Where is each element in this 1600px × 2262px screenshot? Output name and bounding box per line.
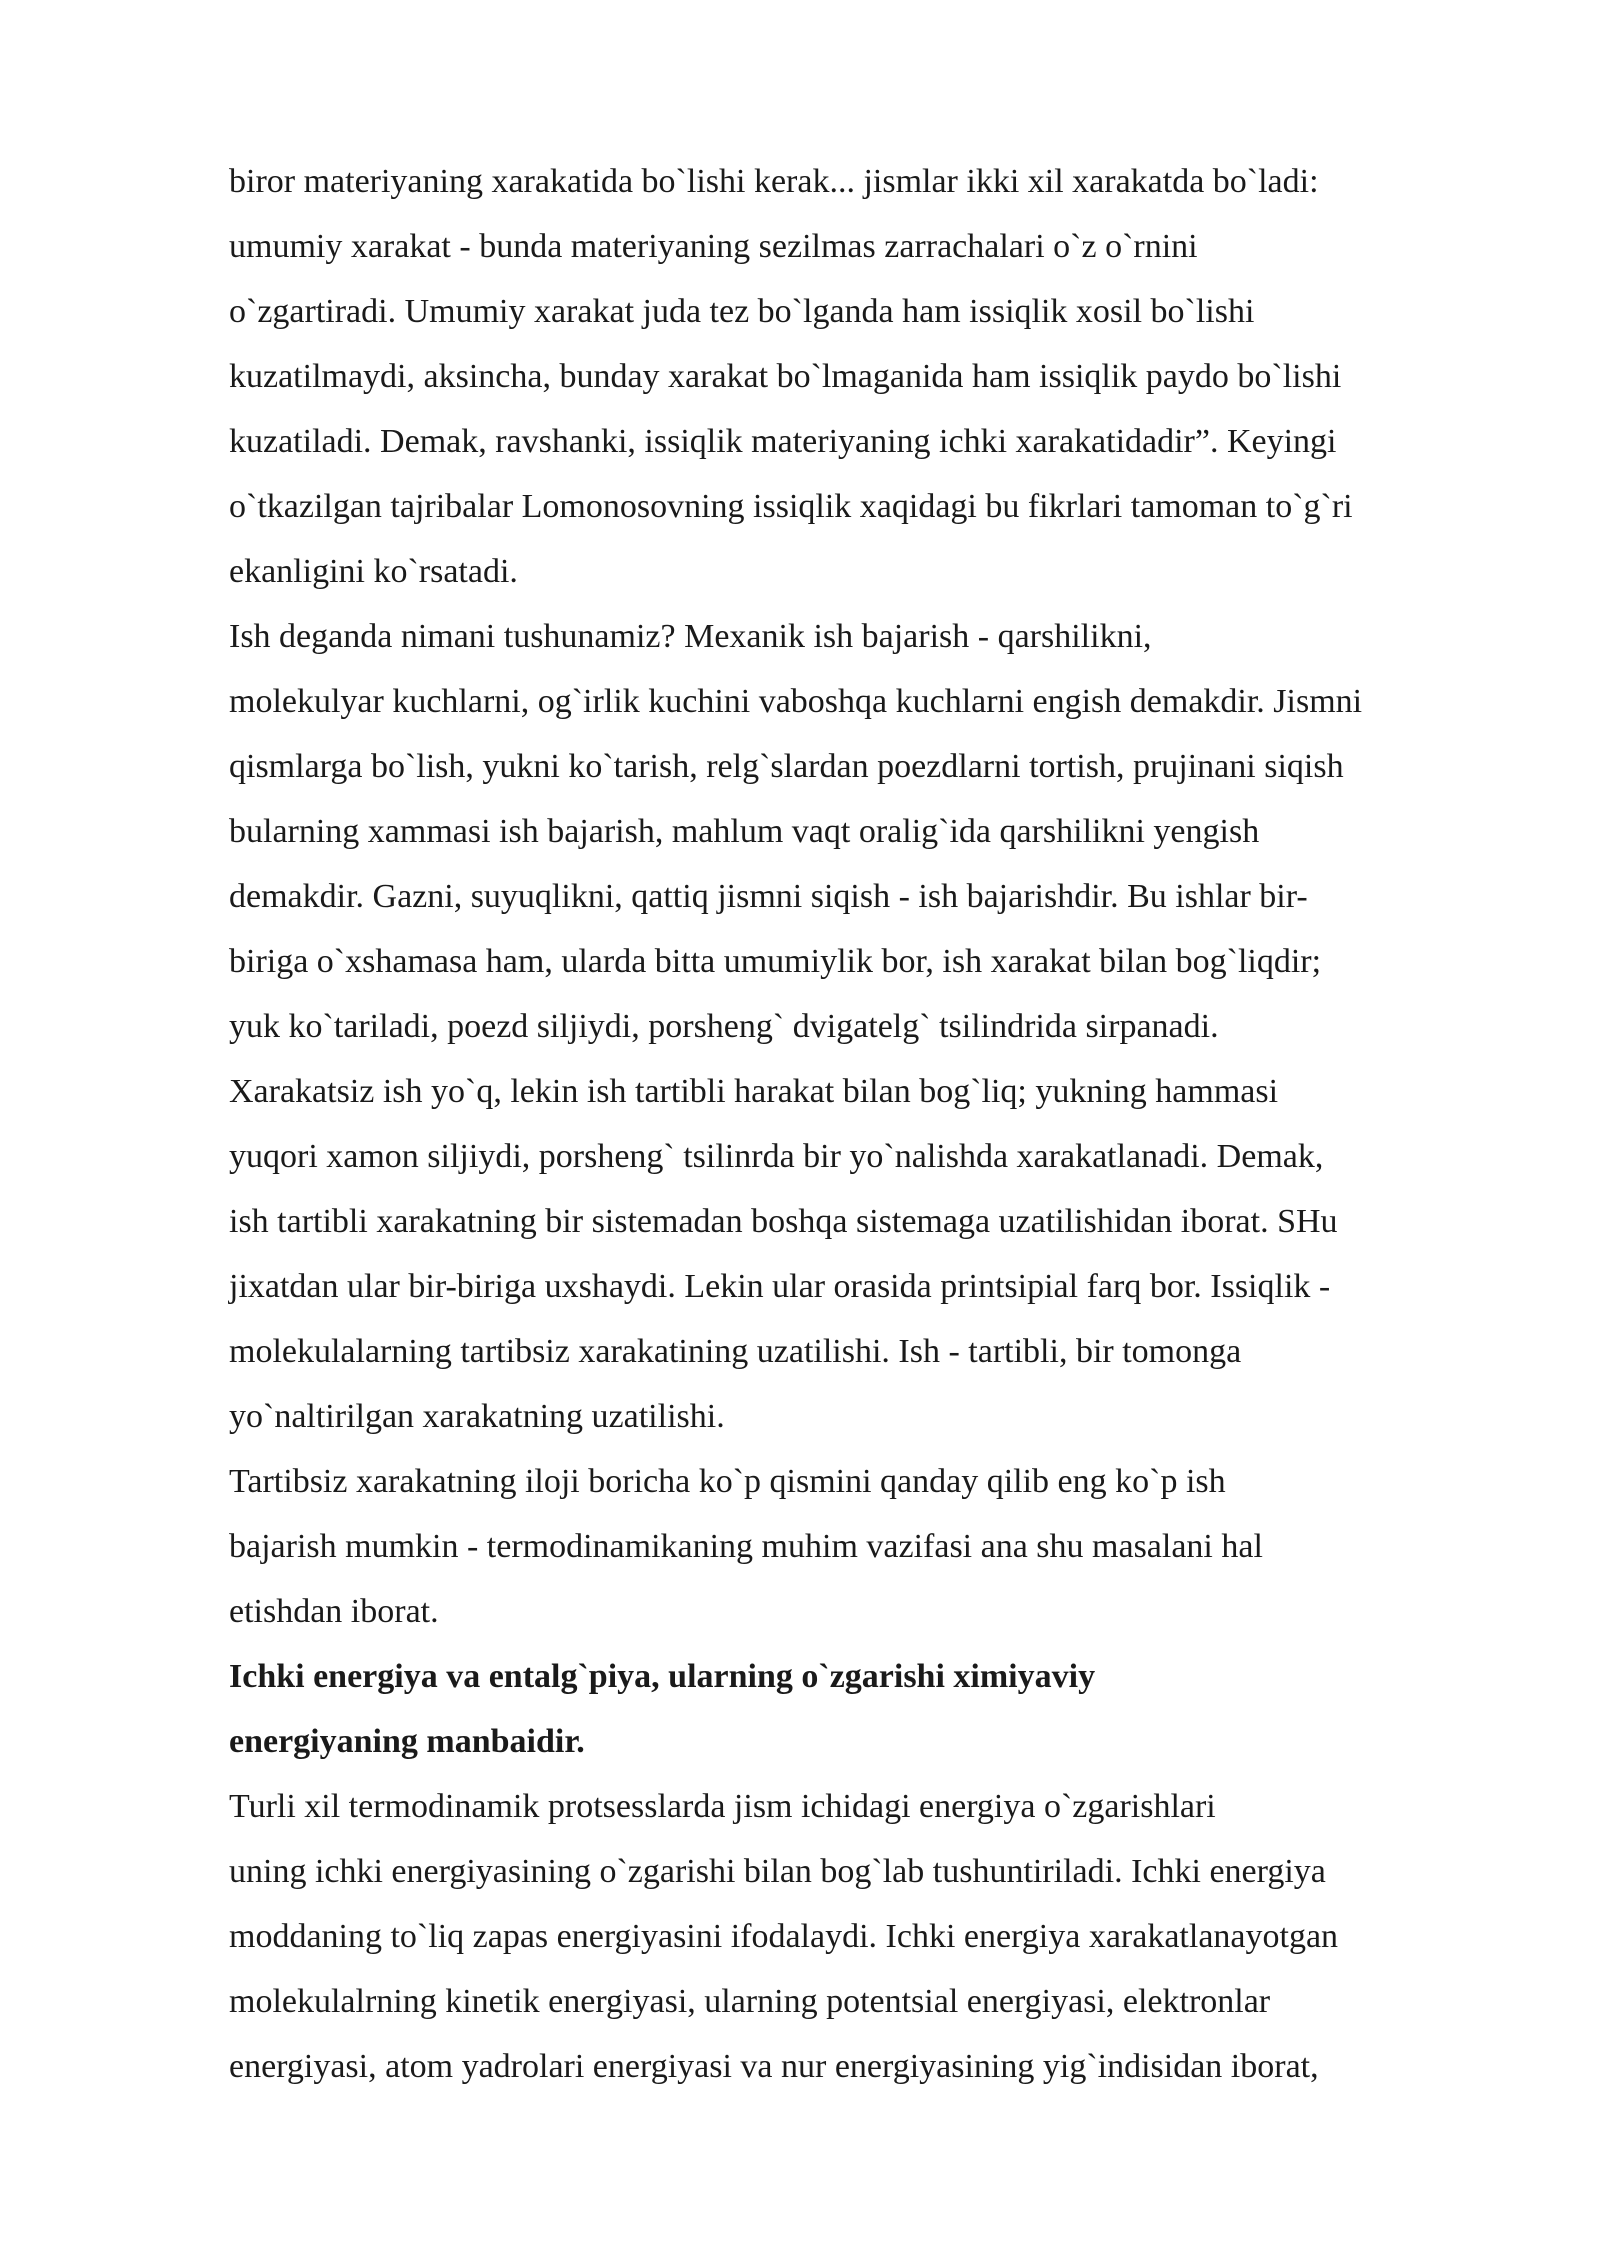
text-line: yuk ko`tariladi, poezd siljiydi, porsheng` dvigatelg` tsilindrida sirpanadi. bbox=[229, 1008, 1219, 1045]
text-line: yuqori xamon siljiydi, porsheng` tsilinrda bir yo`nalishda xarakatlanadi. Demak, bbox=[229, 1138, 1324, 1175]
text-line: bularning xammasi ish bajarish, mahlum vaqt oralig`ida qarshilikni yengish bbox=[229, 813, 1260, 850]
text-line: molekulalarning tartibsiz xarakatining uzatilishi. Ish - tartibli, bir tomonga bbox=[229, 1333, 1242, 1370]
section-heading-line: Ichki energiya va entalg`piya, ularning o`zgarishi ximiyaviy bbox=[229, 1658, 1096, 1695]
document-body bbox=[229, 149, 1529, 2099]
text-line: o`zgartiradi. Umumiy xarakat juda tez bo`lganda ham issiqlik xosil bo`lishi bbox=[229, 293, 1255, 330]
text-line: qismlarga bo`lish, yukni ko`tarish, relg`slardan poezdlarni tortish, prujinani siqish bbox=[229, 748, 1344, 785]
text-line: demakdir. Gazni, suyuqlikni, qattiq jismni siqish - ish bajarishdir. Bu ishlar bir- bbox=[229, 878, 1308, 915]
text-line: etishdan iborat. bbox=[229, 1593, 439, 1630]
text-line: biror materiyaning xarakatida bo`lishi kerak... jismlar ikki xil xarakatda bo`ladi: bbox=[229, 163, 1319, 200]
text-line: uning ichki energiyasining o`zgarishi bilan bog`lab tushuntiriladi. Ichki energiya bbox=[229, 1853, 1326, 1890]
text-line: umumiy xarakat - bunda materiyaning sezilmas zarrachalari o`z o`rnini bbox=[229, 228, 1198, 265]
text-line: energiyasi, atom yadrolari energiyasi va nur energiyasining yig`indisidan iborat, bbox=[229, 2048, 1319, 2085]
text-line: molekulalrning kinetik energiyasi, ularning potentsial energiyasi, elektronlar bbox=[229, 1983, 1271, 2020]
text-line: Ish deganda nimani tushunamiz? Mexanik ish bajarish - qarshilikni, bbox=[229, 618, 1152, 655]
text-line: moddaning to`liq zapas energiyasini ifodalaydi. Ichki energiya xarakatlanayotgan bbox=[229, 1918, 1339, 1955]
text-line: molekulyar kuchlarni, og`irlik kuchini vaboshqa kuchlarni engish demakdir. Jismni bbox=[229, 683, 1363, 720]
text-line: ekanligini ko`rsatadi. bbox=[229, 553, 518, 590]
text-line: o`tkazilgan tajribalar Lomonosovning issiqlik xaqidagi bu fikrlari tamoman to`g`ri bbox=[229, 488, 1353, 525]
text-line: biriga o`xshamasa ham, ularda bitta umumiylik bor, ish xarakat bilan bog`liqdir; bbox=[229, 943, 1322, 980]
section-heading-line: energiyaning manbaidir. bbox=[229, 1723, 585, 1760]
text-line: Tartibsiz xarakatning iloji boricha ko`p qismini qanday qilib eng ko`p ish bbox=[229, 1463, 1226, 1500]
text-line: jixatdan ular bir-biriga uxshaydi. Lekin ular orasida printsipial farq bor. Issiqlik - bbox=[229, 1268, 1331, 1305]
text-line: Turli xil termodinamik protsesslarda jism ichidagi energiya o`zgarishlari bbox=[229, 1788, 1216, 1825]
text-line: kuzatiladi. Demak, ravshanki, issiqlik materiyaning ichki xarakatidadir”. Keyingi bbox=[229, 423, 1337, 460]
text-line: bajarish mumkin - termodinamikaning muhim vazifasi ana shu masalani hal bbox=[229, 1528, 1263, 1565]
text-line: Xarakatsiz ish yo`q, lekin ish tartibli harakat bilan bog`liq; yukning hammasi bbox=[229, 1073, 1279, 1110]
text-line: kuzatilmaydi, aksincha, bunday xarakat bo`lmaganida ham issiqlik paydo bo`lishi bbox=[229, 358, 1342, 395]
text-line: ish tartibli xarakatning bir sistemadan boshqa sistemaga uzatilishidan iborat. SHu bbox=[229, 1203, 1338, 1240]
text-line: yo`naltirilgan xarakatning uzatilishi. bbox=[229, 1398, 725, 1435]
